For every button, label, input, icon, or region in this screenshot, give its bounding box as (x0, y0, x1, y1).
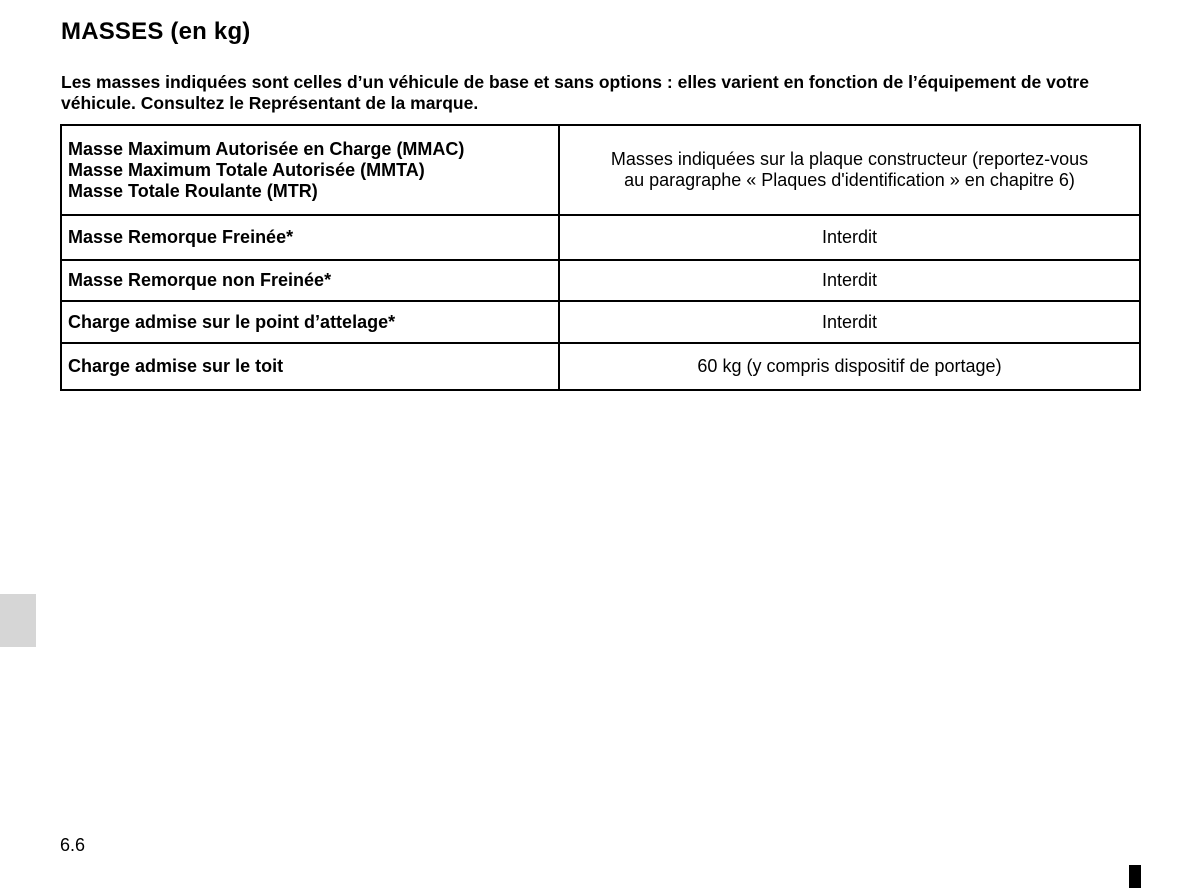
row-label (61, 125, 559, 215)
row-value: 60 kg (y compris dispositif de portage) (559, 343, 1140, 390)
page-title: MASSES (en kg) (61, 18, 251, 45)
row-value (559, 125, 1140, 215)
value-line: au paragraphe « Plaques d'identification » en chapitre 6) (624, 170, 1075, 190)
page-number: 6.6 (60, 835, 86, 855)
label-line: Masse Maximum Autorisée en Charge (MMAC) (68, 138, 465, 159)
row-label: Charge admise sur le toit (61, 343, 559, 390)
mass-table (60, 124, 1141, 391)
table-row (61, 215, 1140, 260)
row-value: Interdit (559, 215, 1140, 260)
row-value: Interdit (559, 260, 1140, 301)
value-line: Masses indiquées sur la plaque constructeur (reportez-vous (610, 149, 1089, 169)
row-value: Interdit (559, 301, 1140, 343)
intro-paragraph: Les masses indiquées sont celles d’un véhicule de base et sans options : elles varient en fonction de l’équipement de votre véhicule. Consultez le Représentant de la marque. (61, 72, 1089, 113)
row-label: Masse Remorque Freinée* (61, 215, 559, 260)
table-row (61, 301, 1140, 343)
label-line: Masse Maximum Totale Autorisée (MMTA) (68, 159, 425, 180)
table-row (61, 260, 1140, 301)
page-corner-mark (1129, 865, 1141, 888)
chapter-tab (0, 594, 36, 647)
row-label: Masse Remorque non Freinée* (61, 260, 559, 301)
table-row (61, 343, 1140, 390)
row-label: Charge admise sur le point d’attelage* (61, 301, 559, 343)
label-line: Masse Totale Roulante (MTR) (68, 180, 318, 201)
table-row (61, 125, 1140, 215)
